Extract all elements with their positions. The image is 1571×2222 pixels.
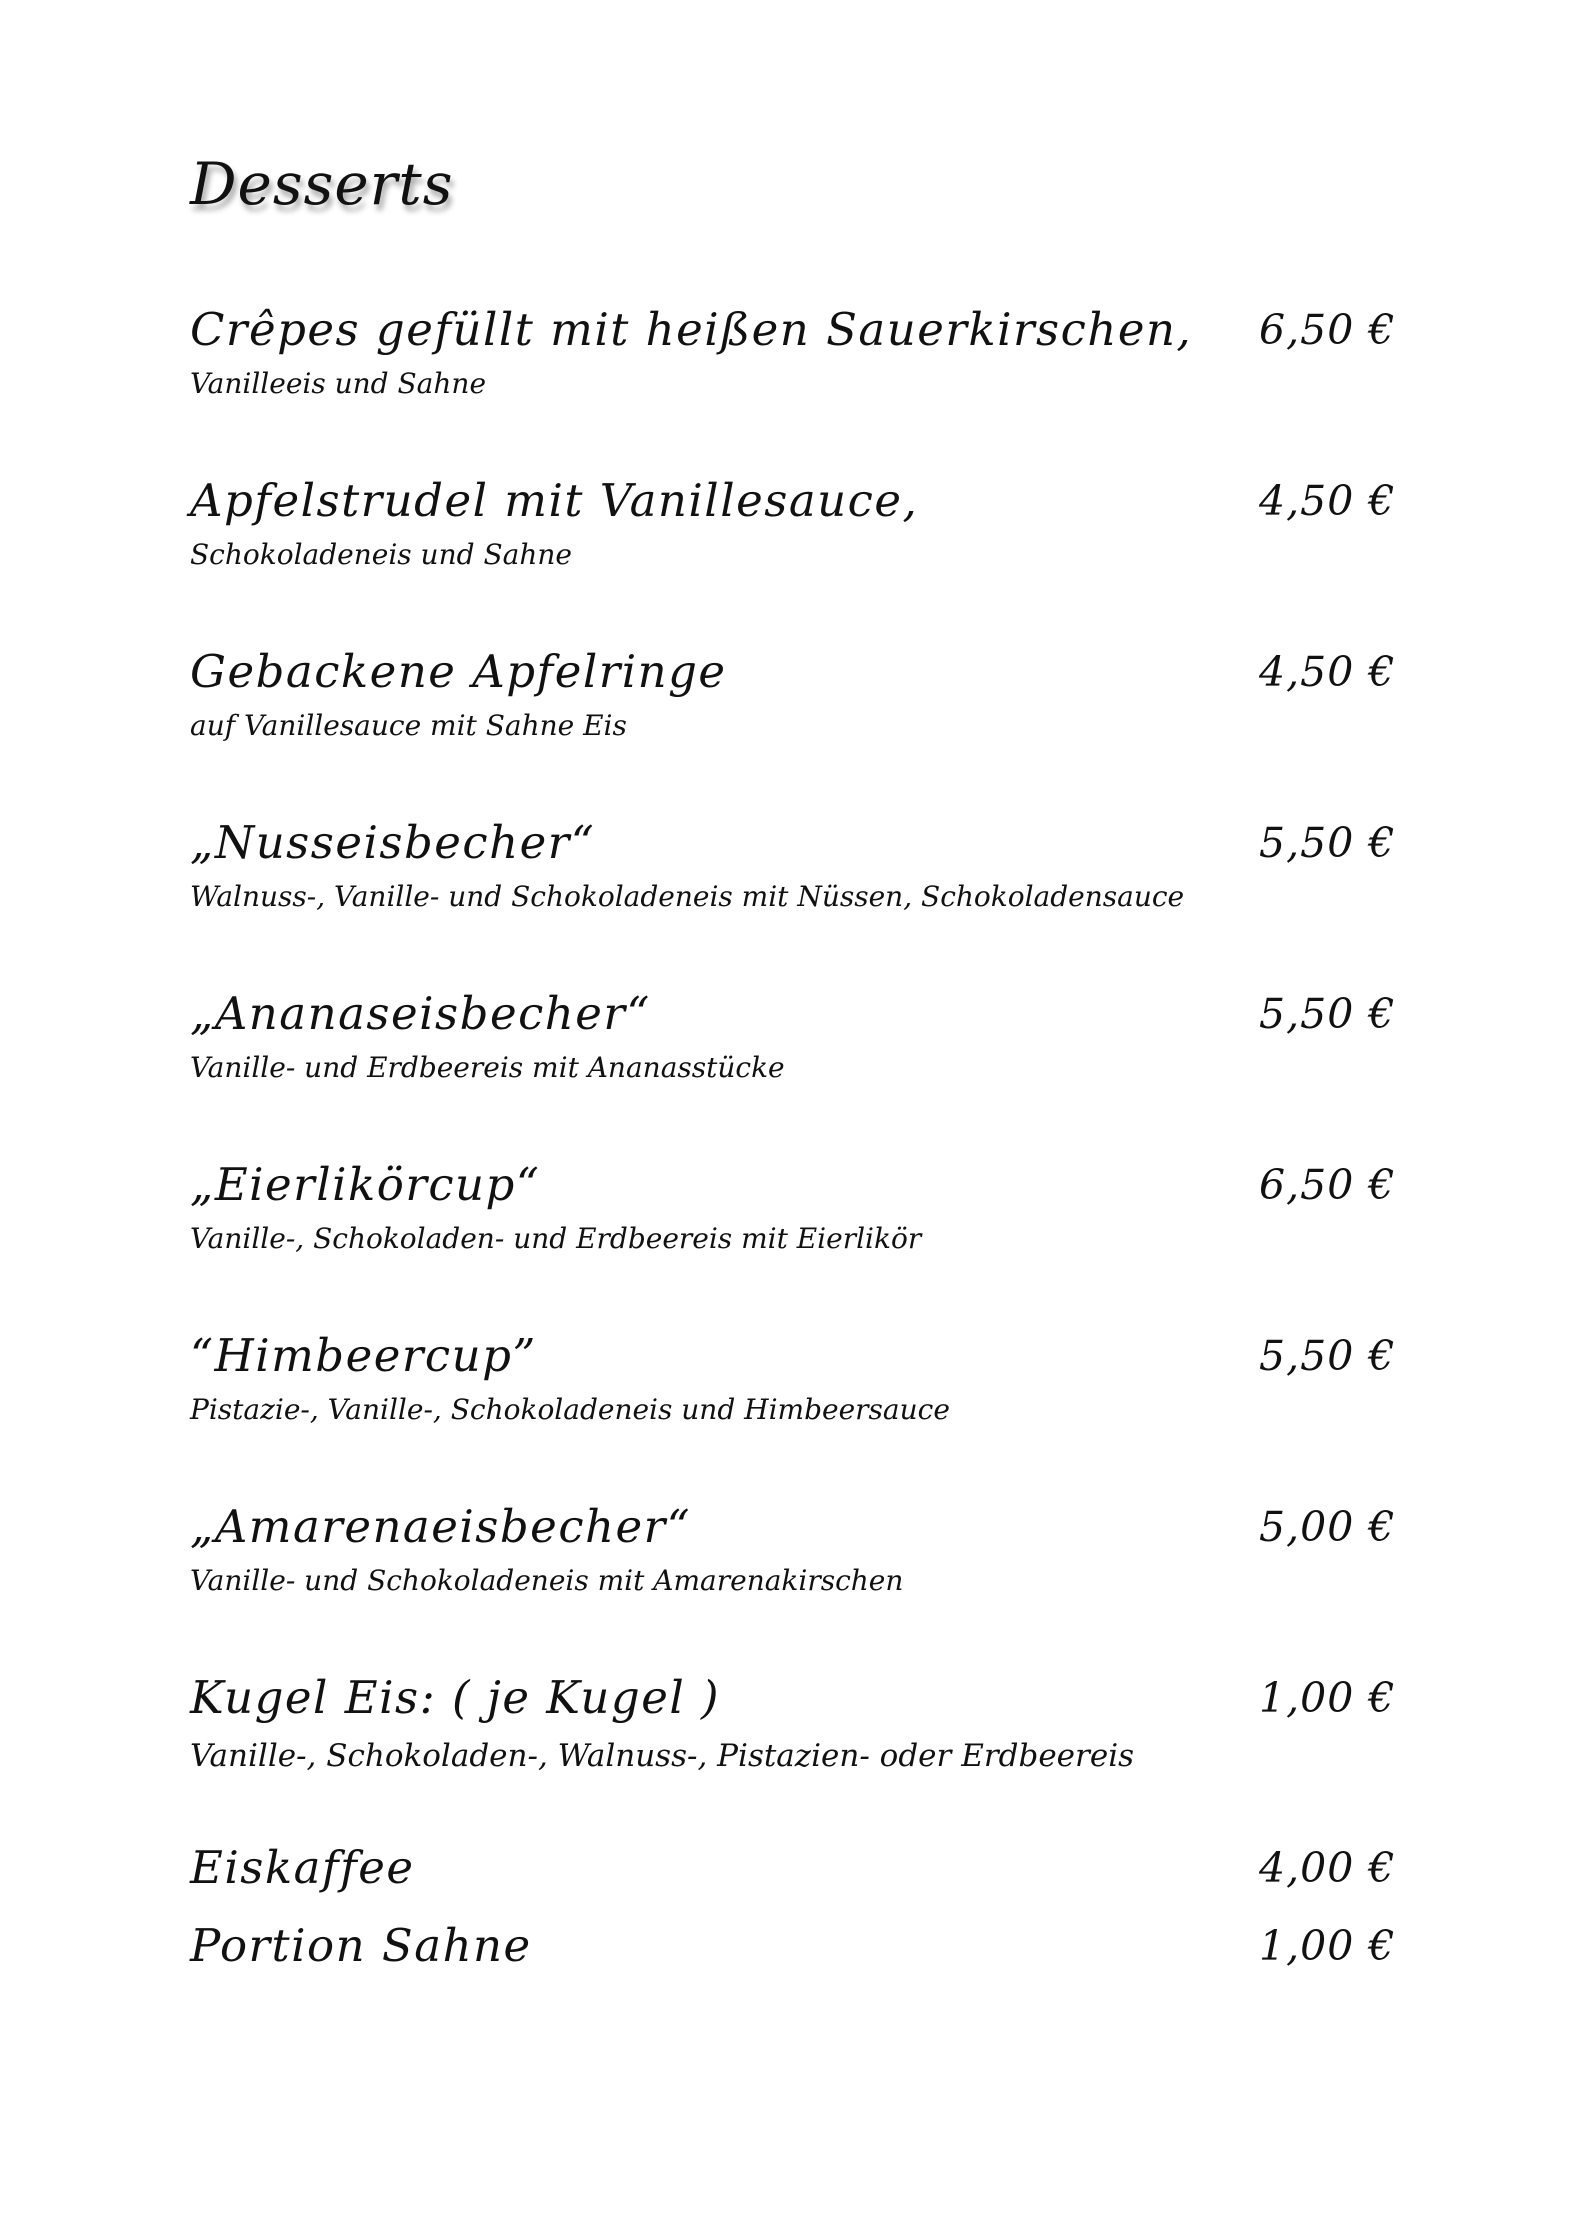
menu-item-name: “Himbeercup” (190, 1329, 537, 1382)
menu-item-name: „Eierlikörcup“ (190, 1158, 541, 1211)
menu-item-price: 5,50 € (1259, 990, 1396, 1038)
menu-item-name: Gebackene Apfelringe (190, 645, 727, 698)
menu-item-description: Vanilleeis und Sahne (190, 367, 487, 400)
menu-item (190, 813, 1396, 984)
menu-item-description: Pistazie-, Vanille-, Schokoladeneis und Himbeersauce (190, 1393, 950, 1426)
extras-list (190, 1838, 1396, 1994)
menu-item-price: 5,50 € (1259, 819, 1396, 867)
menu-item-description: Walnuss-, Vanille- und Schokoladeneis mit Nüssen, Schokoladensauce (190, 880, 1185, 913)
menu-item-description: Vanille- und Schokoladeneis mit Amarenakirschen (190, 1564, 904, 1597)
menu-item-name: „Amarenaeisbecher“ (190, 1500, 692, 1553)
menu-item (190, 1326, 1396, 1497)
page-title: Desserts (190, 150, 454, 218)
menu-item-price: 6,50 € (1259, 306, 1396, 354)
menu-item-price: 5,00 € (1259, 1503, 1396, 1551)
menu-item-price: 5,50 € (1259, 1332, 1396, 1380)
menu-item-description: Vanille-, Schokoladen-, Walnuss-, Pistazien- oder Erdbeereis (190, 1738, 1135, 1774)
dessert-menu-list (190, 300, 1396, 1839)
menu-item (190, 1155, 1396, 1326)
menu-item-name: Crêpes gefüllt mit heißen Sauerkirschen, (190, 303, 1193, 356)
menu-item-price: 4,50 € (1259, 648, 1396, 696)
menu-item-description: Schokoladeneis und Sahne (190, 538, 572, 571)
extra-item-price: 1,00 € (1259, 1922, 1396, 1970)
menu-item-price: 1,00 € (1259, 1674, 1396, 1722)
menu-item (190, 471, 1396, 642)
menu-item-price: 6,50 € (1259, 1161, 1396, 1209)
menu-item (190, 1497, 1396, 1668)
extra-item-name: Eiskaffee (190, 1841, 415, 1894)
menu-item (190, 1668, 1396, 1839)
menu-item-description: Vanille- und Erdbeereis mit Ananasstücke (190, 1051, 785, 1084)
extra-item (190, 1838, 1396, 1916)
menu-item-name: „Ananaseisbecher“ (190, 987, 651, 1040)
menu-item-price: 4,50 € (1259, 477, 1396, 525)
menu-item-description: auf Vanillesauce mit Sahne Eis (190, 709, 627, 742)
menu-item-name: Apfelstrudel mit Vanillesauce, (190, 474, 919, 527)
extra-item (190, 1916, 1396, 1994)
menu-item-description: Vanille-, Schokoladen- und Erdbeereis mit Eierlikör (190, 1222, 922, 1255)
menu-item (190, 300, 1396, 471)
menu-item-name: „Nusseisbecher“ (190, 816, 596, 869)
extra-item-price: 4,00 € (1259, 1844, 1396, 1892)
menu-item (190, 984, 1396, 1155)
extra-item-name: Portion Sahne (190, 1919, 532, 1972)
menu-item (190, 642, 1396, 813)
menu-item-name: Kugel Eis: ( je Kugel ) (190, 1671, 721, 1724)
